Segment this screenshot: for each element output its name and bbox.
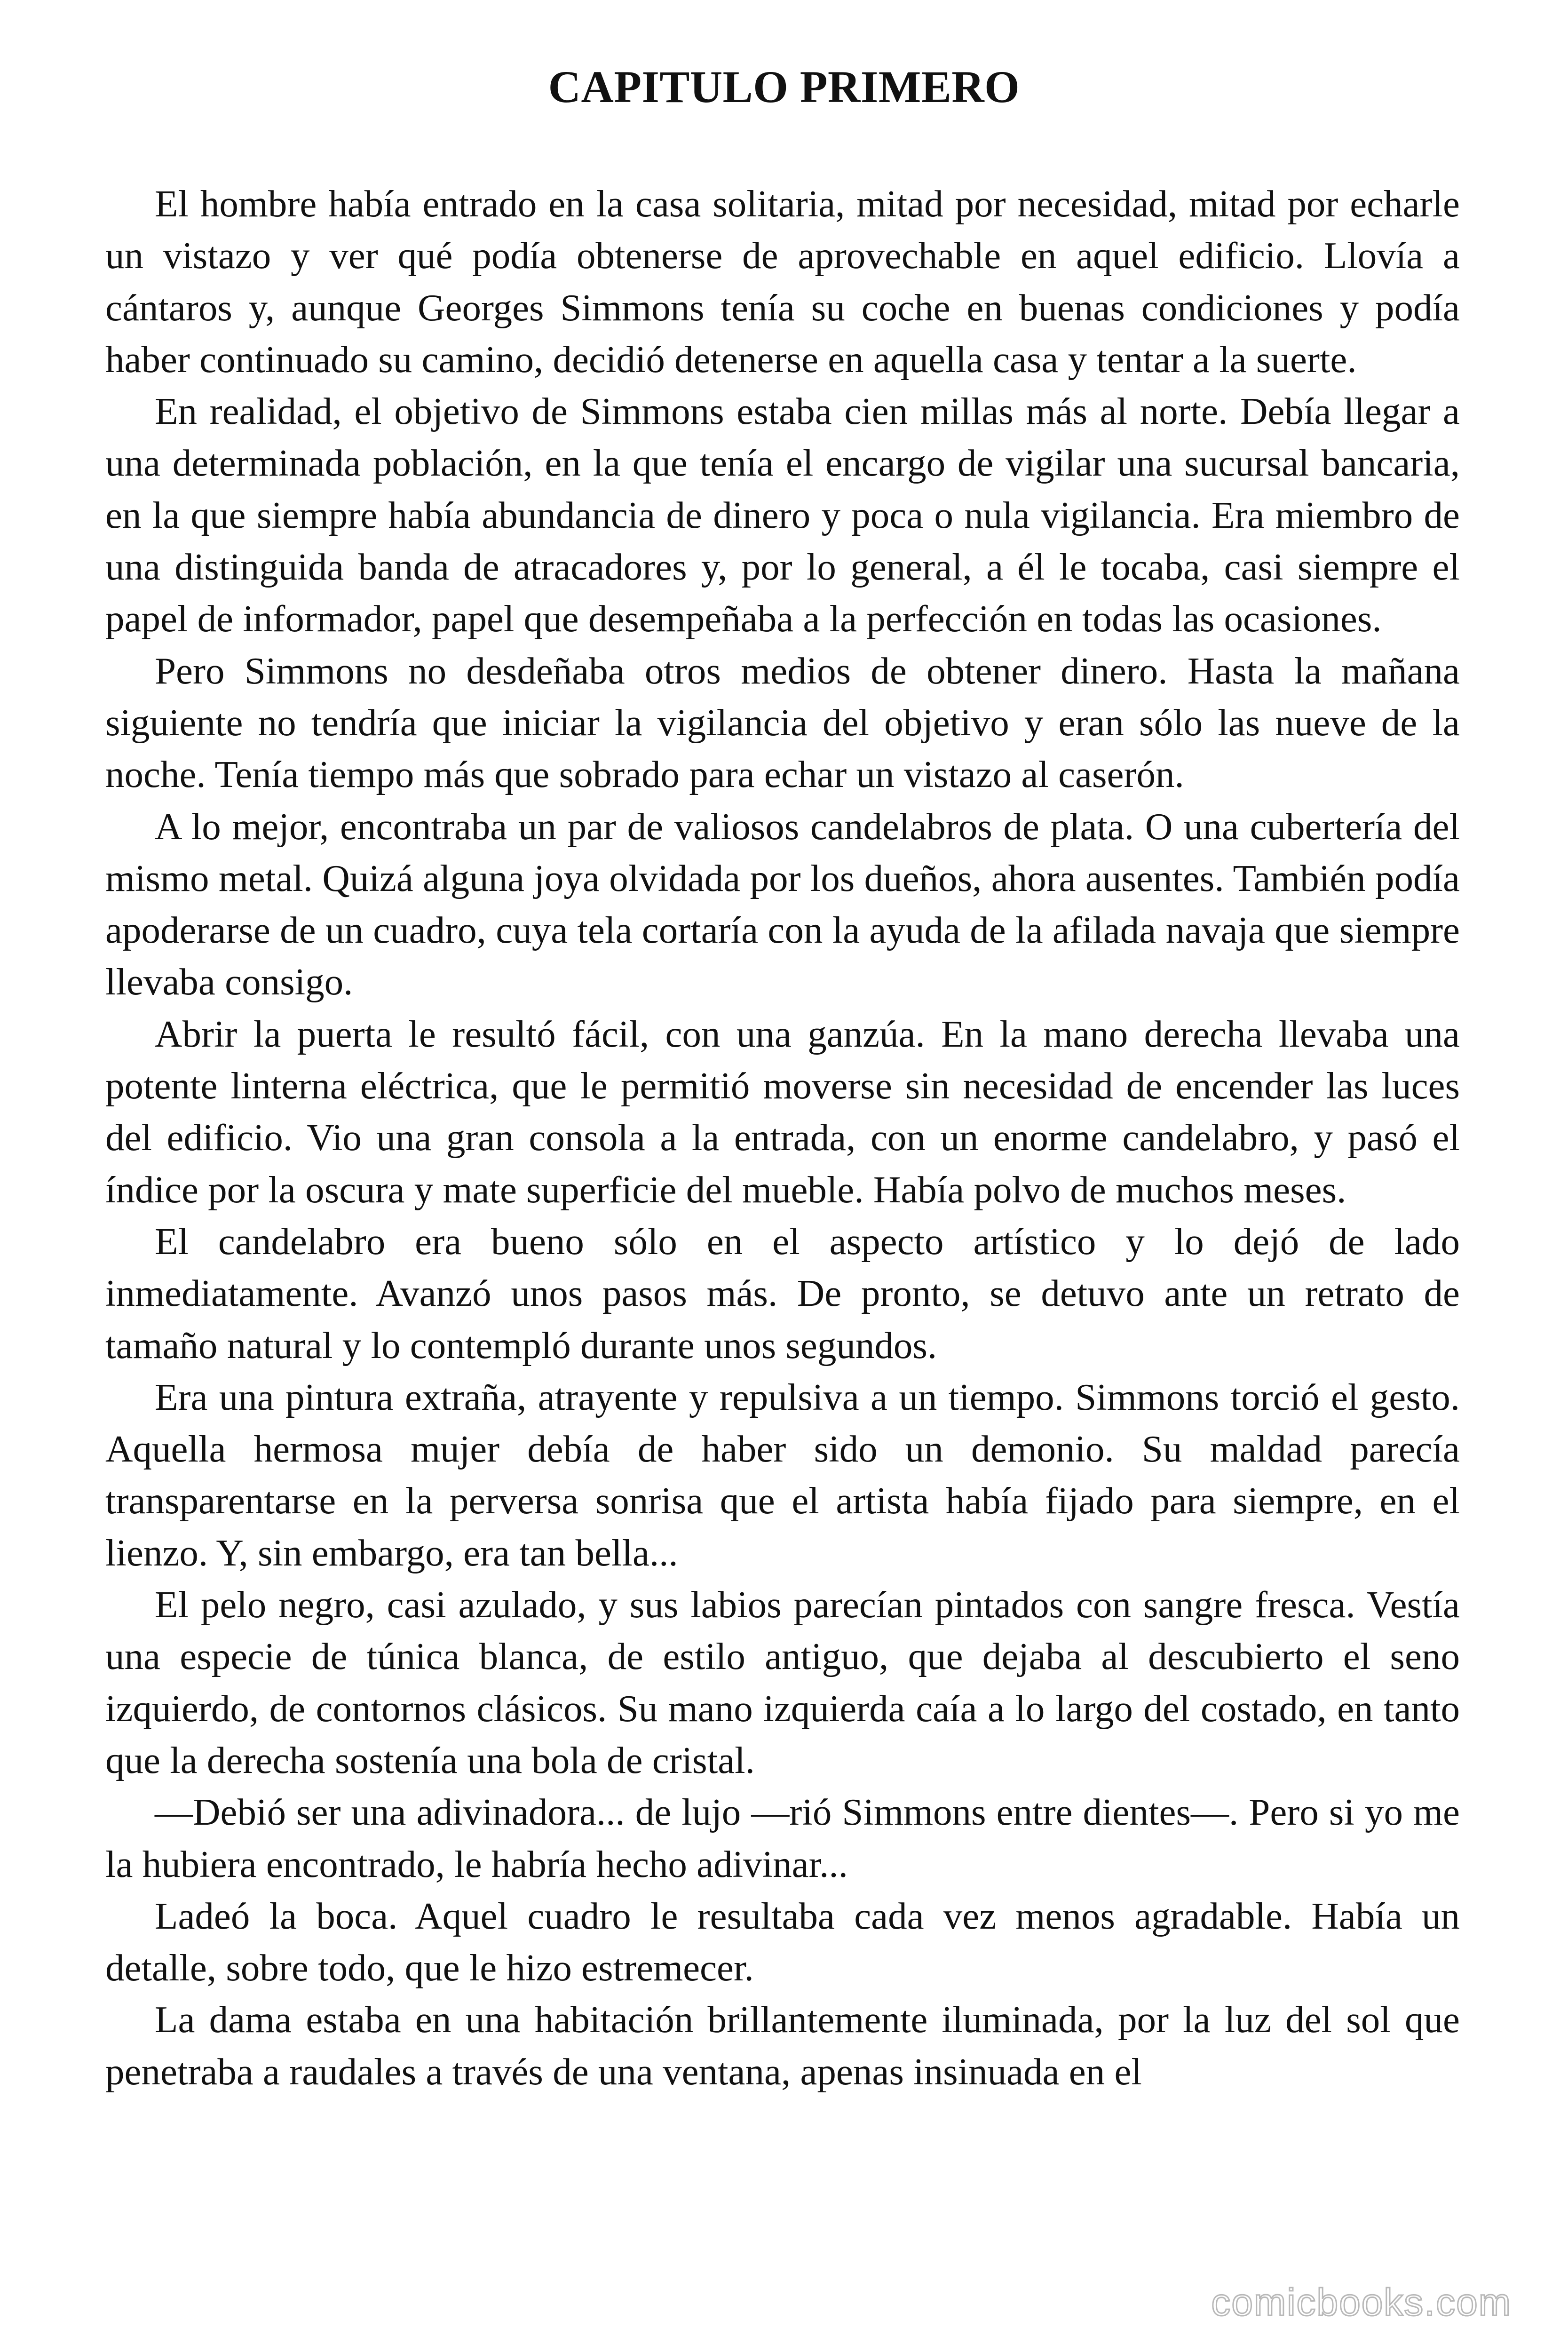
paragraph: En realidad, el objetivo de Simmons estaba cien millas más al norte. Debía llegar a una determinada población, en la que tenía el encargo de vigilar una sucursal bancaria, en la que siempre había abundancia de dinero y poca o nula vigilancia. Era miembro de una distinguida banda de atracadores y, por lo general, a él le tocaba, casi siempre el papel de informador, papel que desempeñaba a la perfección en todas las ocasiones. bbox=[105, 390, 1460, 640]
paragraph: La dama estaba en una habitación brillantemente iluminada, por la luz del sol que penetraba a raudales a través de una ventana, apenas insinuada en el bbox=[105, 1998, 1460, 2093]
paragraph: Ladeó la boca. Aquel cuadro le resultaba cada vez menos agradable. Había un detalle, sobre todo, que le hizo estremecer. bbox=[105, 1894, 1460, 1989]
paragraph: El pelo negro, casi azulado, y sus labios parecían pintados con sangre fresca. Vestía una especie de túnica blanca, de estilo antiguo, que dejaba al descubierto el seno izquierdo, de contornos clásicos. Su mano izquierda caía a lo largo del costado, en tanto que la derecha sostenía una bola de cristal. bbox=[105, 1583, 1460, 1781]
paragraph: Pero Simmons no desdeñaba otros medios de obtener dinero. Hasta la mañana siguiente no tendría que iniciar la vigilancia del objetivo y eran sólo las nueve de la noche. Tenía tiempo más que sobrado para echar un vistazo al caserón. bbox=[105, 649, 1460, 796]
chapter-body bbox=[105, 178, 1460, 2098]
watermark: comicbooks.com bbox=[1211, 2281, 1512, 2324]
paragraph: El hombre había entrado en la casa solitaria, mitad por necesidad, mitad por echarle un vistazo y ver qué podía obtenerse de aprovechable en aquel edificio. Llovía a cántaros y, aunque Georges Simmons tenía su coche en buenas condiciones y podía haber continuado su camino, decidió detenerse en aquella casa y tentar a la suerte. bbox=[105, 183, 1460, 381]
paragraph: El candelabro era bueno sólo en el aspecto artístico y lo dejó de lado inmediatamente. Avanzó unos pasos más. De pronto, se detuvo ante un retrato de tamaño natural y lo contempló durante unos segundos. bbox=[105, 1220, 1460, 1367]
paragraph: —Debió ser una adivinadora... de lujo —rió Simmons entre dientes—. Pero si yo me la hubiera encontrado, le habría hecho adivinar... bbox=[105, 1791, 1460, 1885]
paragraph: Era una pintura extraña, atrayente y repulsiva a un tiempo. Simmons torció el gesto. Aquella hermosa mujer debía de haber sido un demonio. Su maldad parecía transparentarse en la perversa sonrisa que el artista había fijado para siempre, en el lienzo. Y, sin embargo, era tan bella... bbox=[105, 1375, 1460, 1574]
chapter-title: CAPITULO PRIMERO bbox=[548, 62, 1020, 112]
paragraph: Abrir la puerta le resultó fácil, con una ganzúa. En la mano derecha llevaba una potente linterna eléctrica, que le permitió moverse sin necesidad de encender las luces del edificio. Vio una gran consola a la entrada, con un enorme candelabro, y pasó el índice por la oscura y mate superficie del mueble. Había polvo de muchos meses. bbox=[105, 1012, 1460, 1211]
paragraph: A lo mejor, encontraba un par de valiosos candelabros de plata. O una cubertería del mismo metal. Quizá alguna joya olvidada por los dueños, ahora ausentes. También podía apoderarse de un cuadro, cuya tela cortaría con la ayuda de la afilada navaja que siempre llevaba consigo. bbox=[105, 805, 1460, 1003]
